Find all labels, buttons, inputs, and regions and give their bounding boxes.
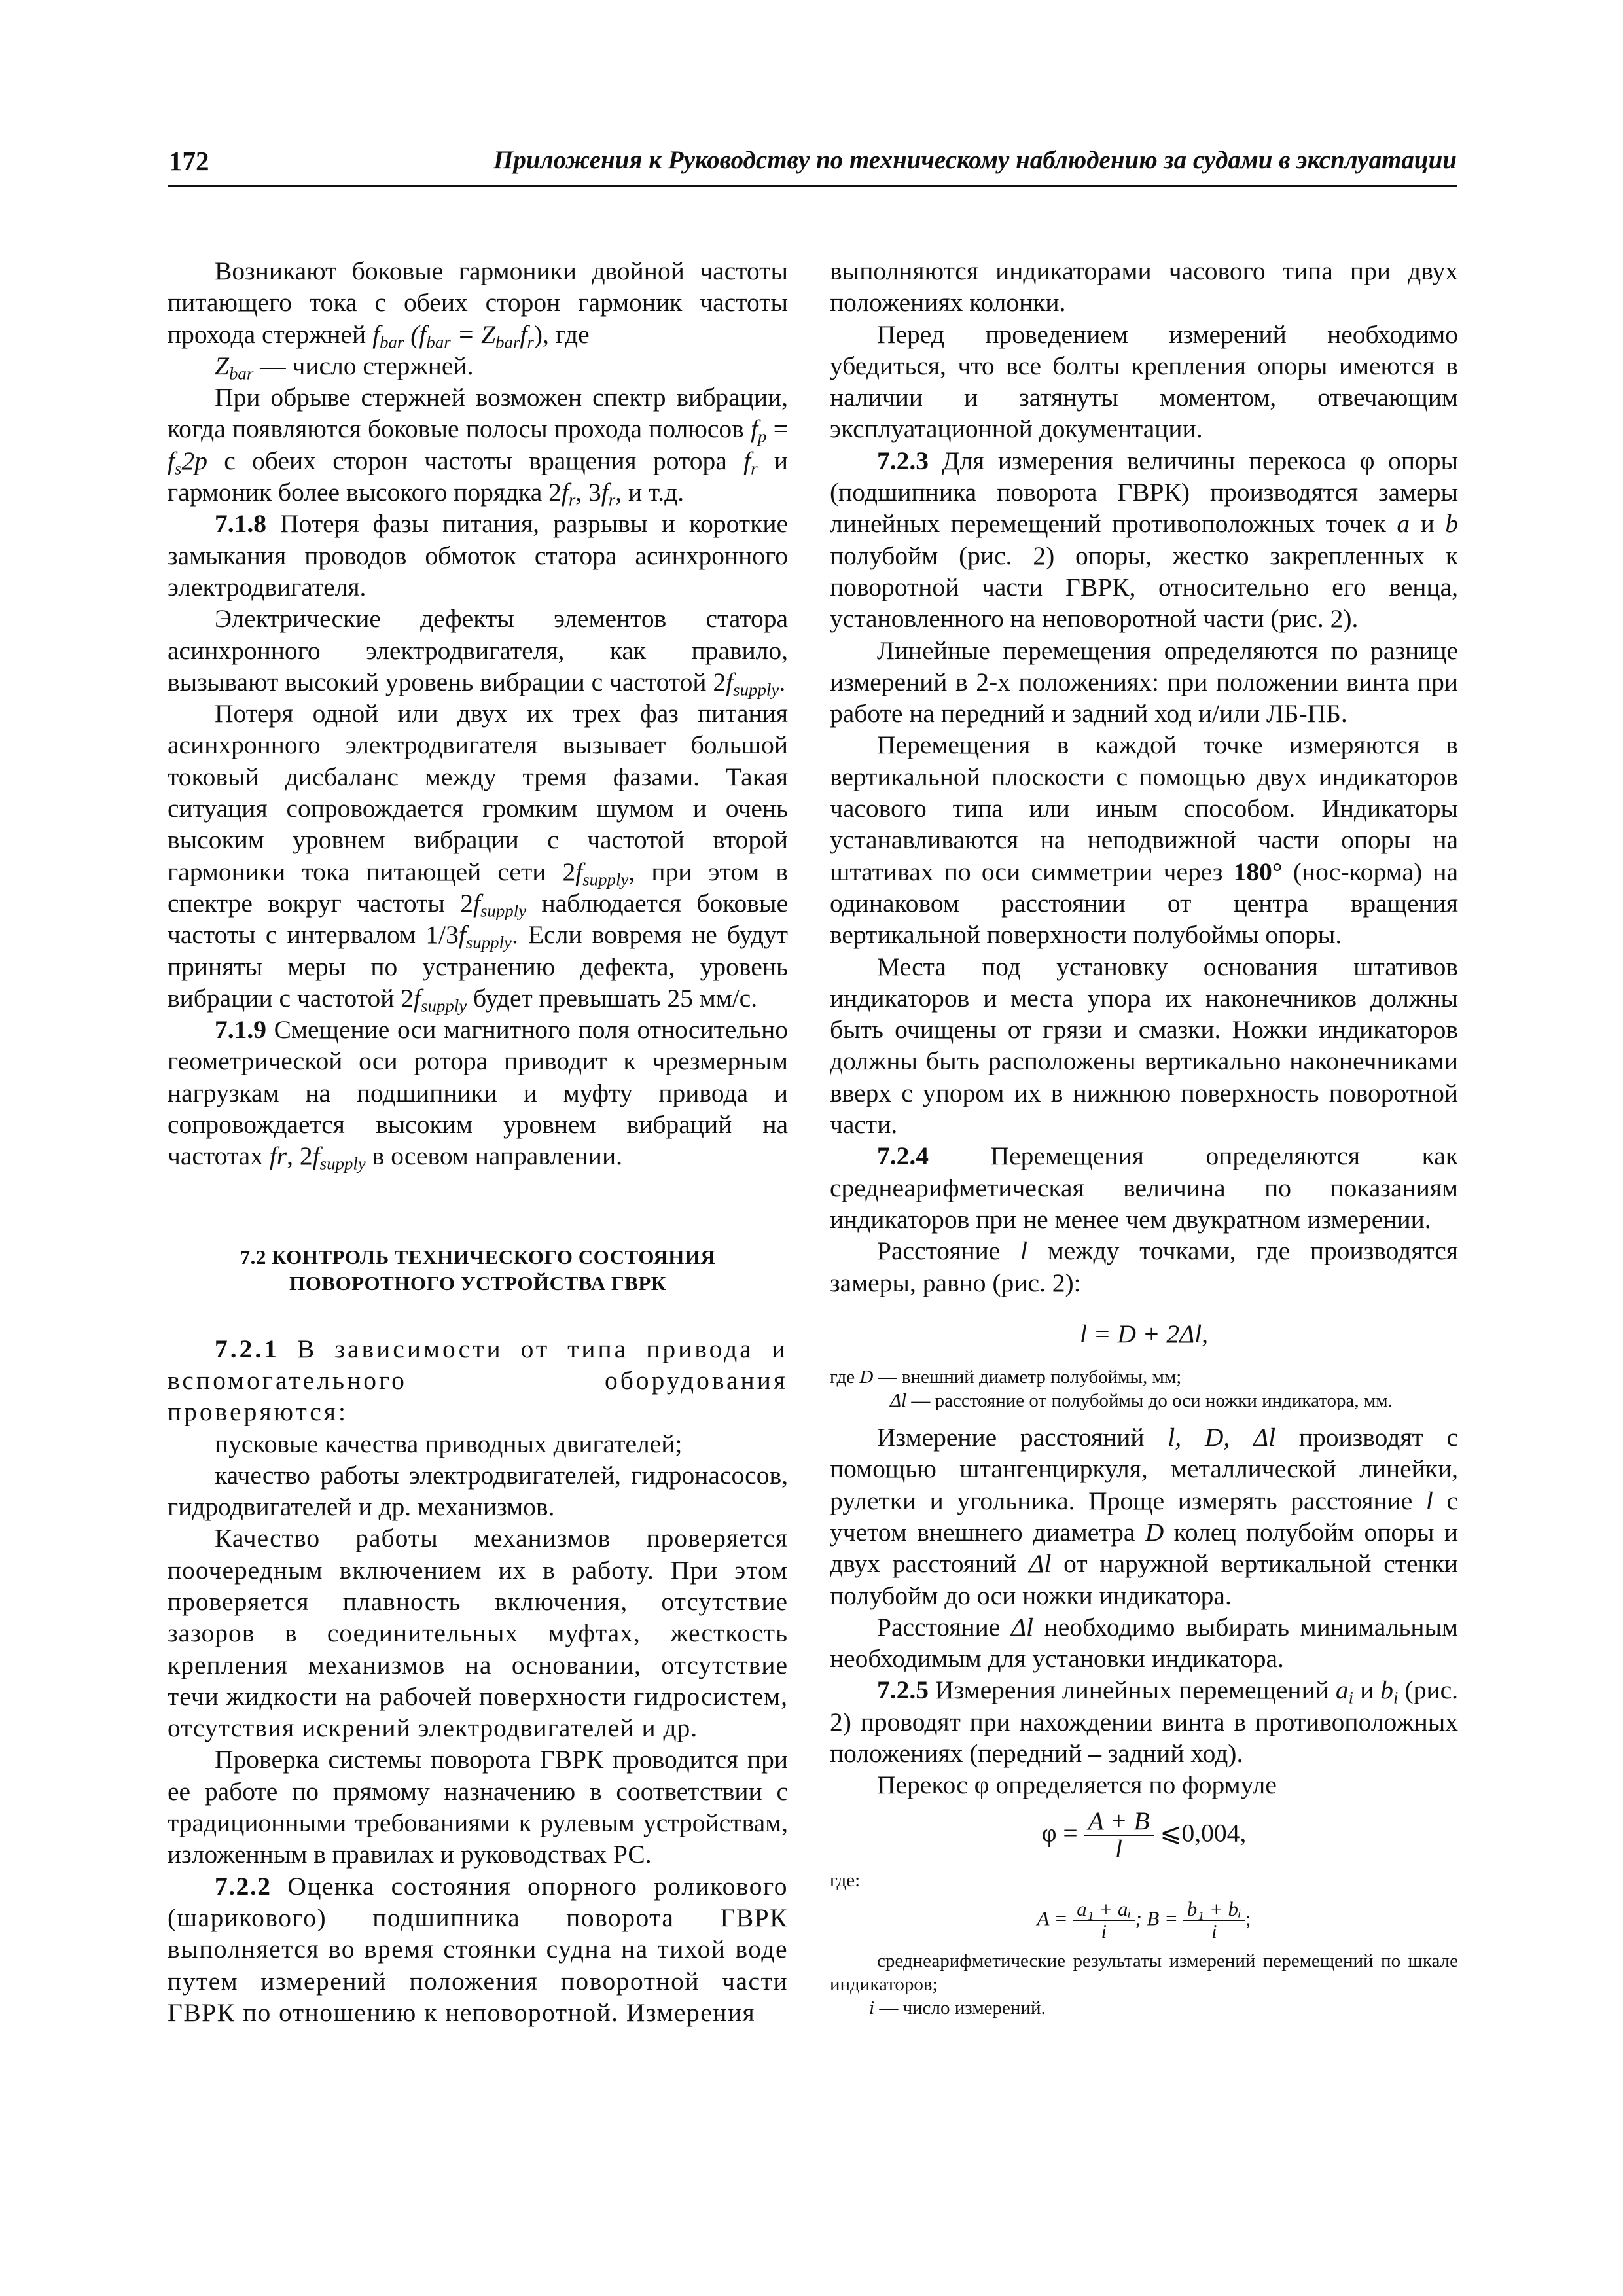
paragraph: 7.2.4 Перемещения определяются как среднеарифметическая величина по показаниям индикаторов при не менее чем двукратном измерении. bbox=[830, 1141, 1458, 1234]
paragraph: 7.1.8 Потеря фазы питания, разрывы и короткие замыкания проводов обмоток статора асинхронного электродвигателя. bbox=[168, 509, 788, 601]
paragraph: Места под установку основания штативов индикаторов и места упора их наконечников должны быть очищены от грязи и смазки. Ножки индикаторов должны быть расположены вертикально наконечниками вверх с упором их в нижнюю поверхность поворотной части. bbox=[830, 952, 1458, 1139]
paragraph: выполняются индикаторами часового типа при двух положениях колонки. bbox=[830, 257, 1458, 317]
paragraph: 7.2.1 В зависимости от типа привода и вспомогательного оборудования проверяются: bbox=[168, 1334, 788, 1427]
paragraph: Электрические дефекты элементов статора асинхронного электродвигателя, как правило, вызывают высокий уровень вибрации с частотой $2f_{supply}$. bbox=[168, 604, 788, 700]
running-title: Приложения к Руководству по техническому наблюдению за судами в эксплуатации bbox=[493, 146, 1457, 174]
formula-note: Δl — расстояние от полубоймы до оси ножки индикатора, мм. bbox=[890, 1390, 1393, 1412]
paragraph: 7.2.3 Для измерения величины перекоса φ опоры (подшипника поворота ГВРК) производятся замеры линейных перемещений противоположных точек a и b полубойм (рис. 2) опоры, жестко закрепленных к поворотной части ГВРК, относительно его венца, установленного на неповоротной части (рис. 2). bbox=[830, 446, 1459, 634]
paragraph: При обрыве стержней возможен спектр вибрации, когда появляются боковые полосы прохода полюсов $f_p = f_s2p$ с обеих сторон частоты вращения ротора $f_r$ и гармоник более высокого порядка $2f_r$, $3f_r$, и т.д. bbox=[168, 383, 789, 510]
formula-distance: l = D + 2Δl, bbox=[1079, 1319, 1209, 1348]
page-number: 172 bbox=[169, 146, 209, 176]
list-item: качество работы электродвигателей, гидронасосов, гидродвигателей и др. механизмов. bbox=[168, 1460, 788, 1522]
paragraph: Расстояние l между точками, где производятся замеры, равно (рис. 2): bbox=[830, 1236, 1458, 1297]
paragraph: Измерение расстояний l, D, Δl производят с помощью штангенциркуля, металлической линейки, рулетки и угольника. Проще измерять расстояние l с учетом внешнего диаметра D колец полубойм опоры и двух расстояний Δl от наружной вертикальной стенки полубойм до оси ножки индикатора. bbox=[830, 1423, 1459, 1610]
paragraph: Проверка системы поворота ГВРК проводится при ее работе по прямому назначению в соответствии с традиционными требованиями к рулевым устройствам, изложенным в правилах и руководствах РС. bbox=[168, 1745, 788, 1869]
formula-note: i — число измерений. bbox=[869, 1997, 1046, 2018]
paragraph: Потеря одной или двух их трех фаз питания асинхронного электродвигателя вызывает большой токовый дисбаланс между тремя фазами. Такая ситуация сопровождается громким шумом и очень высоким уровнем вибрации с частотой второй гармоники тока питающей сети $2f_{supply}$, при этом в спектре вокруг частоты $2f_{supply}$ наблюдается боковые частоты с интервалом $1/3f_{supply}$. Если вовремя не будут приняты меры по устранению дефекта, уровень вибрации с частотой $2f_{supply}$ будет превышать 25 мм/с. bbox=[168, 699, 789, 1016]
paragraph: 7.1.9 Смещение оси магнитного поля относительно геометрической оси ротора приводит к чрезмерным нагрузкам на подшипники и муфту привода и сопровождается высоким уровнем вибраций на частотах fr, $2f_{supply}$ в осевом направлении. bbox=[168, 1015, 788, 1174]
left-column bbox=[168, 255, 788, 2028]
paragraph: Линейные перемещения определяются по разнице измерений в 2-х положениях: при положении винта при работе на передний и задний ход и/или ЛБ-ПБ. bbox=[830, 636, 1458, 728]
formula-note: среднеарифметические результаты измерений перемещений по шкале индикаторов; bbox=[830, 1950, 1458, 1995]
paragraph: Перемещения в каждой точке измеряются в вертикальной плоскости с помощью двух индикаторов часового типа или иным способом. Индикаторы устанавливаются на неподвижной части опоры на штативах по оси симметрии через 180° (нос-корма) на одинаковом расстоянии от центра вращения вертикальной поверхности полубоймы опоры. bbox=[830, 730, 1458, 950]
paragraph: Расстояние Δl необходимо выбирать минимальным необходимым для установки индикатора. bbox=[830, 1612, 1458, 1674]
page-header bbox=[168, 145, 1457, 187]
paragraph: $Z_{bar}$ — число стержней. bbox=[215, 351, 474, 384]
paragraph: Перед проведением измерений необходимо убедиться, что все болты крепления опоры имеются в наличии и затянуты моментом, отвечающим эксплуатационной документации. bbox=[830, 319, 1458, 444]
section-title: 7.2 КОНТРОЛЬ ТЕХНИЧЕСКОГО СОСТОЯНИЯ ПОВОРОТНОГО УСТРОЙСТВА ГВРК bbox=[240, 1245, 716, 1295]
formula-note: где D — внешний диаметр полубоймы, мм; bbox=[830, 1367, 1182, 1388]
list-item: пусковые качества приводных двигателей; bbox=[215, 1429, 683, 1458]
right-column bbox=[830, 255, 1458, 2020]
paragraph: Качество работы механизмов проверяется поочередным включением их в работу. При этом проверяется плавность включения, отсутствие зазоров в соединительных муфтах, жесткость крепления механизмов на основании, отсутствие течи жидкости на рабочей поверхности гидросистем, отсутствия искрений электродвигателей и др. bbox=[168, 1524, 788, 1743]
formula-skew: φ = $\frac{A + B}{l}$ ⩽0,004, bbox=[1041, 1806, 1247, 1864]
formula-averages: A = $\frac{\text{a₁ + aᵢ}}{i}$ ; B = $\frac{\text{b₁ + bᵢ}}{i}$ ; bbox=[1037, 1897, 1251, 1943]
where-label: где: bbox=[830, 1869, 861, 1891]
paragraph: Перекос φ определяется по формуле bbox=[877, 1770, 1277, 1800]
paragraph: 7.2.5 Измерения линейных перемещений $a_i$ и $b_i$ (рис. 2) проводят при нахождении винта в противоположных положениях (передний – задний ход). bbox=[830, 1676, 1458, 1768]
fraction: $\frac{A + B}{l}$ bbox=[1084, 1808, 1154, 1863]
paragraph: 7.2.2 Оценка состояния опорного роликового (шарикового) подшипника поворота ГВРК выполняется во время стоянки судна на тихой воде путем измерений положения поворотной части ГВРК по отношению к неповоротной. Измерения bbox=[168, 1871, 788, 2027]
paragraph: Возникают боковые гармоники двойной частоты питающего тока с обеих сторон гармоник частоты прохода стержней $f_{bar}$ $(f_{bar} = Z_{bar}f_r)$, где bbox=[168, 257, 788, 352]
